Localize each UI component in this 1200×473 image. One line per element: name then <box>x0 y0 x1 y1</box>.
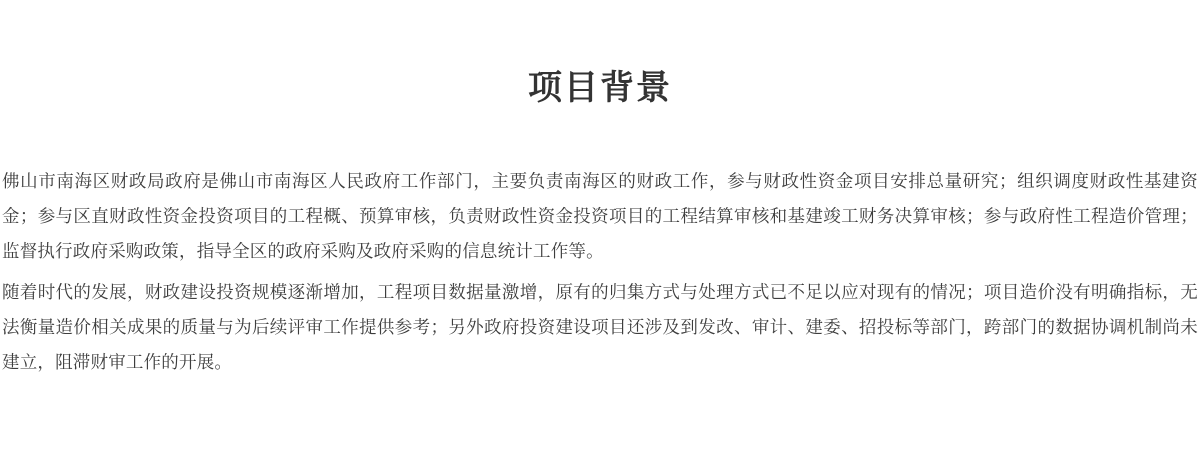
paragraph-1: 佛山市南海区财政局政府是佛山市南海区人民政府工作部门，主要负责南海区的财政工作，参与财政性资金项目安排总量研究；组织调度财政性基建资金；参与区直财政性资金投资项目的工程概、预算审核，负责财政性资金投资项目的工程结算审核和基建竣工财务决算审核；参与政府性工程造价管理；监督执行政府采购政策，指导全区的政府采购及政府采购的信息统计工作等。 <box>2 171 1198 262</box>
document-body <box>0 165 1200 381</box>
paragraph-2: 随着时代的发展，财政建设投资规模逐渐增加，工程项目数据量激增，原有的归集方式与处理方式已不足以应对现有的情况；项目造价没有明确指标，无法衡量造价相关成果的质量与为后续评审工作提供参考；另外政府投资建设项目还涉及到发改、审计、建委、招投标等部门，跨部门的数据协调机制尚未建立，阻滞财审工作的开展。 <box>2 282 1198 373</box>
page-title: 项目背景 <box>528 68 672 108</box>
